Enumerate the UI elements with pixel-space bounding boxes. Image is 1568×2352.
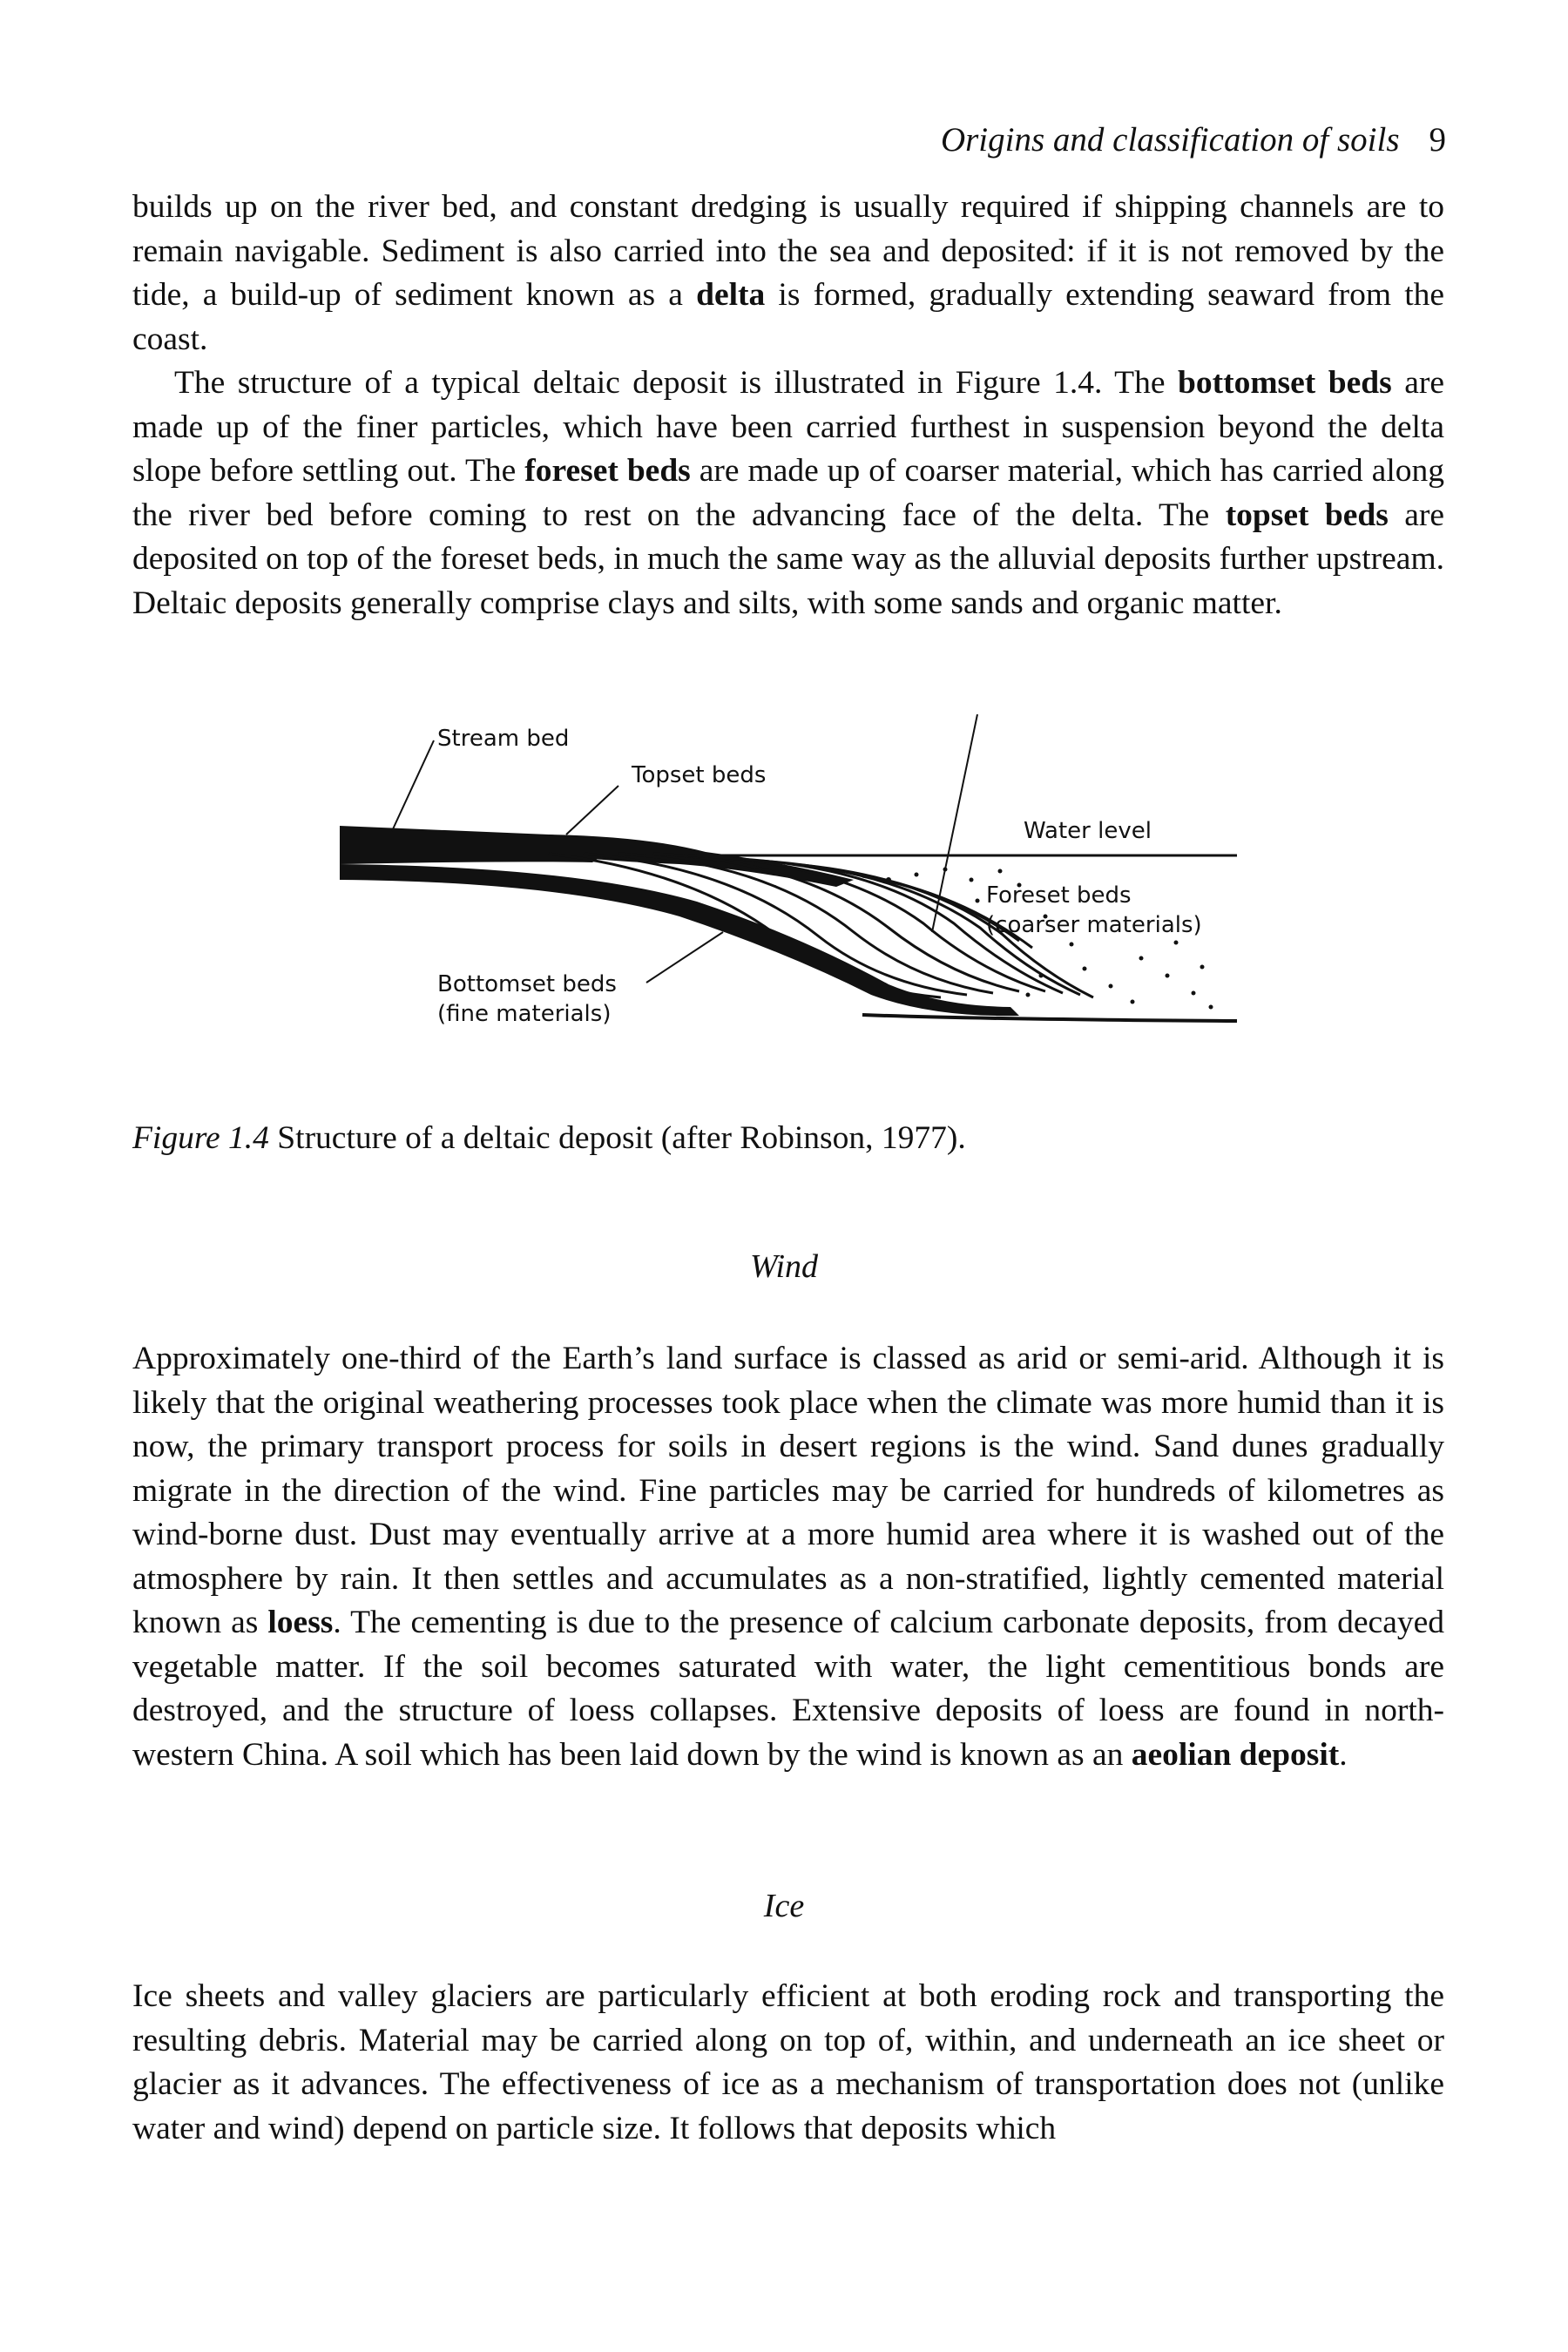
particle	[1139, 956, 1144, 961]
term-aeolian-deposit: aeolian deposit	[1131, 1736, 1340, 1773]
particle	[915, 873, 919, 877]
figure-deltaic-deposit	[331, 714, 1254, 1071]
text-run: are deposited on top of the foreset beds, in much the same way as the alluvial deposits further upstream. Deltaic deposits generally comprise clays and silts, with some sands and organic matter.	[132, 497, 1444, 621]
term-foreset-beds: foreset beds	[524, 453, 691, 489]
running-head	[941, 120, 1446, 159]
particle	[998, 869, 1003, 874]
label-topset-beds: Topset beds	[632, 762, 767, 788]
text-run: Approximately one-third of the Earth’s land surface is classed as arid or semi-arid. Although it is likely that the original weathering processes took place when the climate was more humid than it is now, the primary transport process for soils in desert regions is the wind. Sand dunes gradually migrate in the direction of the wind. Fine particles may be carried for hundreds of kilometres as wind-borne dust. Dust may eventually arrive at a more humid area where it is washed out of the atmosphere by rain. It then settles and accumulates as a non-stratified, lightly cemented material known as	[132, 1341, 1444, 1640]
text-run: .	[1339, 1736, 1348, 1773]
text-run: are made up of coarser material, which has carried along the river bed before coming to rest on the advancing face of the delta. The	[132, 453, 1444, 533]
particle	[1109, 984, 1113, 989]
particle	[1209, 1005, 1213, 1010]
text-run: is formed, gradually extending seaward from the coast.	[132, 277, 1445, 357]
particle	[1026, 993, 1031, 997]
text-run: builds up on the river bed, and constant dredging is usually required if shipping channels are to remain navigable. Sediment is also carried into the sea and deposited: if it is not removed by the tide, a build-up of sediment known as a	[132, 189, 1444, 313]
caption-label: Figure 1.4	[132, 1120, 269, 1156]
term-delta: delta	[696, 277, 766, 313]
text-run: are made up of the finer particles, which have been carried furthest in suspension beyond the delta slope before settling out. The	[132, 365, 1444, 489]
particle	[1174, 941, 1179, 945]
term-loess: loess	[267, 1605, 334, 1640]
term-bottomset-beds: bottomset beds	[1177, 365, 1392, 401]
particle	[1200, 965, 1205, 970]
particle	[1166, 974, 1170, 978]
paragraph-deltaic-structure	[132, 362, 1444, 625]
label-bottomset-sub: (fine materials)	[437, 1001, 612, 1027]
particle	[1083, 967, 1087, 971]
bottomset-leader	[646, 932, 723, 983]
particle	[1192, 991, 1196, 996]
paragraph-wind	[132, 1337, 1444, 1777]
foreset-leader	[932, 714, 977, 932]
base-line	[862, 1015, 1237, 1021]
text-run: The structure of a typical deltaic deposit is illustrated in Figure 1.4. The	[174, 365, 1178, 401]
label-water-level: Water level	[1024, 818, 1152, 844]
section-ice	[132, 1975, 1444, 2151]
term-topset-beds: topset beds	[1225, 497, 1389, 533]
text-run: . The cementing is due to the presence of calcium carbonate deposits, from decayed vegetable matter. If the soil becomes saturated with water, the light cementitious bonds are destroyed, and the structure of loess collapses. Extensive deposits of loess are found in north-western China. A soil which has been laid down by the wind is known as an	[132, 1605, 1444, 1773]
running-head-title: Origins and classification of soils	[940, 121, 1400, 159]
stream-bed-leader	[392, 740, 434, 831]
label-bottomset-beds: Bottomset beds	[437, 971, 617, 997]
paragraph-delta	[132, 186, 1444, 362]
heading-ice: Ice	[763, 1888, 805, 1924]
particle	[1070, 943, 1074, 947]
topset-leader	[566, 786, 618, 835]
label-foreset-sub: (coarser materials)	[986, 912, 1202, 938]
paragraph-ice: Ice sheets and valley glaciers are particularly efficient at both eroding rock and transporting the resulting debris. Material may be carried along on top of, within, and underneath an ice sheet or glacier as it advances. The effectiveness of ice as a mechanism of transportation does not (unlike water and wind) depend on particle size. It follows that deposits which	[132, 1978, 1444, 2146]
label-foreset-beds: Foreset beds	[986, 882, 1132, 909]
delta-diagram	[331, 714, 1254, 1071]
label-stream-bed: Stream bed	[437, 726, 570, 752]
particle	[1039, 974, 1044, 978]
section-wind	[132, 1337, 1444, 1777]
particle	[1131, 1000, 1135, 1004]
figure-caption	[132, 1119, 966, 1157]
particle	[976, 899, 980, 903]
section-rivers-continued	[132, 186, 1444, 625]
heading-wind: Wind	[749, 1248, 819, 1285]
particle	[886, 877, 891, 882]
particle	[970, 878, 974, 882]
caption-text: Structure of a deltaic deposit (after Robinson, 1977).	[268, 1120, 966, 1156]
page-number: 9	[1429, 121, 1446, 159]
